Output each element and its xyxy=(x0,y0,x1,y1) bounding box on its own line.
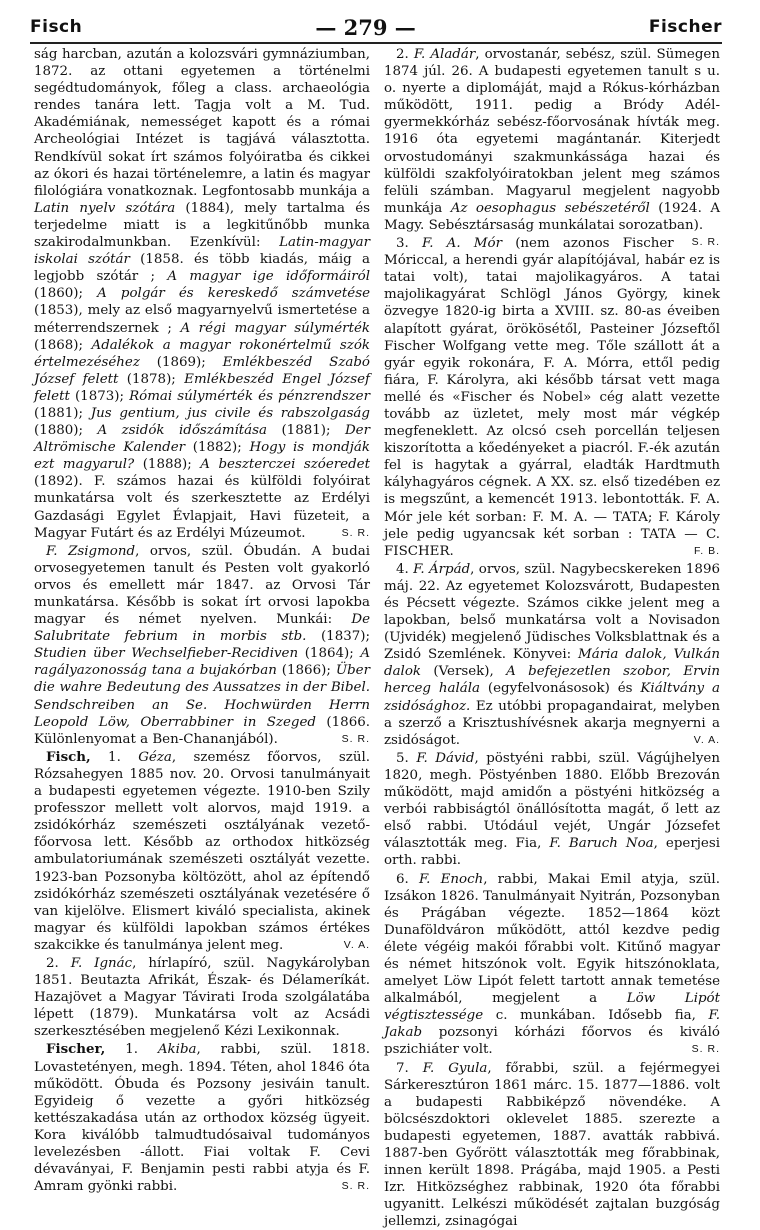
author-signature: S. R. xyxy=(341,1180,370,1193)
entry-paragraph: Fischer, 1. Akiba, rabbi, szül. 1818. Lovastetényen, megh. 1894. Téten, ahol 1846 óta működött. Óbuda és Pozsony jesiváin tanult. Egyideig ő vezette a győri hitközség kettészakadása után az orthodox község ügyeit. Kora kiválóbb talmudtudósaival tudományos levelezésben -állott. Fiai voltak F. Cevi dévaványai, F. Benjamin pesti rabbi atyja és F. Amram gyönki rabbi. S. R. xyxy=(34,1041,370,1195)
entry-paragraph: 7. F. Gyula, főrabbi, szül. a fejérmegyei Sárkeresztúron 1861 márc. 15. 1877—1886. volt a budapesti Rabbiképző növendéke. A bölcsészdoktori oklevelet 1885. szerezte a budapesti egyetemen, 1887. avatták rabbivá. 1887-ben Győrött választották meg főrabbinak, innen került 1898. Prágába, majd 1905. a Pesti Izr. Hitközséghez rabbinak, 1920 óta főrabbi ugyanitt. Lelkészi működését zajtalan buzgóság jellemzi, zsinagógai xyxy=(384,1060,720,1230)
page-number: — 279 — xyxy=(315,14,416,40)
author-signature: S. R. xyxy=(341,732,370,745)
author-signature: V. A. xyxy=(693,733,720,746)
page-header xyxy=(30,12,722,44)
entry-paragraph: ság harcban, azután a kolozsvári gymnáziumban, 1872. az ottani egyetemen a történelmi segédtudományok, főleg a class. archaeológia rendes tanára lett. Tagja volt a M. Tud. Akadémiának, nemességet kapott és a római Archeológiai Intézet is tagjává választotta. Rendkívül sokat írt számos folyóiratba és cikkei az ókori és hazai történelemre, a latin és magyar filológiára vonatkoznak. Legfontosabb munkája a Latin nyelv szótára (1884), mely tartalma és terjedelme miatt is a legkitűnőbb munka szakirodalmunkban. Ezenkívül: Latin-magyar iskolai szótár (1858. és több kiadás, máig a legjobb szótár ; A magyar ige időformáiról (1860); A polgár és kereskedő számvetése (1853), mely az első magyarnyelvű ismertetése a méterrendszernek ; A régi magyar súlymérték (1868); Adalékok a magyar rokonértelmű szók értelmezéséhez (1869); Emlékbeszéd Szabó József felett (1878); Emlékbeszéd Engel József felett (1873); Római súlymérték és pénzrendszer (1881); Jus gentium, jus civile és rabszolgaság (1880); A zsidók időszámítása (1881); Der Altrömische Kalender (1882); Hogy is mondják ezt magyarul? (1888); A beszterczei szóeredet (1892). F. számos hazai és külföldi folyóirat munkatársa volt és szerkesztette az Erdélyi Gazdasági Egylet Évlapjait, Havi füzeteit, a Magyar Futárt és az Erdélyi Múzeumot. S. R. xyxy=(34,47,371,541)
author-signature: V. A. xyxy=(343,938,370,951)
left-column xyxy=(34,46,371,1195)
entry-paragraph: 2. F. Aladár, orvostanár, sebész, szül. Sümegen 1874 júl. 26. A budapesti egyetemen tanult s u. o. nyerte a diplomáját, majd a Rókus-kórházban működött, 1911. pedig a Bródy Adél-gyermekkórház sebész-főorvosának hívták meg. 1916 óta egyetemi magántanár. Kiterjedt orvostudományi szakmunkássága hazai és külföldi szakfolyóiratokban jelent meg számos felüli számban. Magyarul megjelent nagyobb munkája Az oesophagus sebészetéről (1924. A Magy. Sebésztársaság munkálatai sorozatban). S. R. xyxy=(384,46,720,234)
entry-paragraph: 4. F. Árpád, orvos, szül. Nagybecskereken 1896 máj. 22. Az egyetemet Kolozsvárott, Budapesten és Pécsett végezte. Számos cikke jelent meg a lapokban, belső munkatársa volt a Novisadon (Ujvidék) megjelenő Jüdisches Volksblattnak és a Zsidó Szemlének. Könyvei: Mária dalok, Vulkán dalok (Versek), A befejezetlen szobor, Ervin herceg halála (egyfelvonásosok) és Kiáltvány a zsidósághoz. Ez utóbbi propagandairat, melyben a szerző a Krisztushívésnek akarja megnyerni a zsidóságot. V. A. xyxy=(384,561,720,748)
entry-paragraph: 2. F. Ignác, hírlapíró, szül. Nagykárolyban 1851. Beutazta Afrikát, Észak- és Délameríkát. Hazajövet a Magyar Távirati Iroda szolgálatába lépett (1879). Munkatársa volt az Acsádi szerkesztésében megjelenő Kézi Lexikonnak. xyxy=(34,955,370,1040)
author-signature: S. R. xyxy=(691,236,720,249)
header-right-keyword: Fischer xyxy=(648,17,722,37)
entry-paragraph: 5. F. Dávid, pöstyéni rabbi, szül. Vágújhelyen 1820, megh. Pöstyénben 1880. Előbb Brezován működött, majd amidőn a pöstyéni hitközség a verbói rabbiságtól önállósította magát, ő lett az első rabbi. Utódául vejét, Ungár Józsefet választották meg. Fia, F. Baruch Noa, eperjesi orth. rabbi. xyxy=(384,750,720,869)
author-signature: S. R. xyxy=(341,526,370,539)
entry-paragraph: 3. F. A. Mór (nem azonos Fischer Móriccal, a herendi gyár alapítójával, habár ez is tatai volt), tatai majolikagyáros. A tatai majolikagyárat Schlögl János György, kinek özvegye 1820-ig birta a XVIII. sz. 80-as éveiben alapított gyárat, örökösétől, Pasteiner Józseftől Fischer Wolfgang vette meg. Tőle szállott át a gyár egyik rokonára, F. A. Mórra, ettől pedig fiára, F. Károlyra, aki később társat vett maga mellé és «Fischer és Nobel» cég alatt vezette tovább az üzletet, mely most már végkép megfeneklett. Az olcsó cseh porcellán teljesen kiszorította a kőedényeket a piacról. F.-ék azután fel is hagytak a gyárral, eladták Hardtmuth kályhagyáros cégnek. A XX. sz. első tizedében ez is megszűnt, a kemencét 1913. lebontották. F. A. Mór jele két sorban: F. M. A. — TATA; F. Károly jele pedig ugyancsak két sorban : TATA — C. FISCHER. F. B. xyxy=(384,236,720,559)
entry-paragraph: F. Zsigmond, orvos, szül. Óbudán. A budai orvosegyetemen tanult és Pesten volt gyakorló orvos és emellett már 1847. az Orvosi Tár munkatársa. Később is sokat írt orvosi lapokba magyar és német nyelven. Munkái: De Salubritate febrium in morbis stb. (1837); Studien über Wechselfieber-Recidiven (1864); A ragályazonosság tana a bujakórban (1866); Über die wahre Bedeutung des Aussatzes in der Bibel. Sendschreiben an Se. Hochwürden Herrn Leopold Löw, Oberrabbiner in Szeged (1866. Különlenyomat a Ben-Chananjából). S. R. xyxy=(34,543,371,747)
text-columns xyxy=(34,46,721,1230)
right-column xyxy=(384,46,721,1230)
entry-paragraph: 6. F. Enoch, rabbi, Makai Emil atyja, szül. Izsákon 1826. Tanulmányait Nyitrán, Pozsonyban és Prágában végezte. 1852—1864 közt Dunaföldváron működött, attól kezdve pedig élete végéig makói főrabbi volt. Kitűnő magyar és német hitszónok volt. Egyik hitszónoklata, amelyet Löw Lipót felett tartott annak temetése alkalmából, megjelent a Löw Lipót végtisztessége c. munkában. Idősebb fia, F. Jakab pozsonyi kórházi főorvos és kiváló pszichiáter volt. S. R. xyxy=(384,871,720,1058)
author-signature: S. R. xyxy=(691,1043,720,1056)
entry-paragraph: Fisch, 1. Géza, szemész főorvos, szül. Rózsahegyen 1885 nov. 20. Orvosi tanulmányait a budapesti egyetemen végezte. 1910-ben Szily professzor mellett volt alorvos, majd 1919. a zsidókórház szemészeti osztályának vezető-főorvosa lett. Később az orthodox hitközség ambulatoriumának szemészeti osztályát vezette. 1923-ban Pozsonyba költözött, ahol az építendő zsidókórház szemészeti osztályának vezetésére ő van kijelölve. Elismert kiváló specialista, akinek magyar és külföldi lapokban számos értékes szakcikke és tanulmánya jelent meg. V. A. xyxy=(34,748,370,953)
header-left-keyword: Fisch xyxy=(30,17,83,37)
author-signature: F. B. xyxy=(693,544,720,557)
